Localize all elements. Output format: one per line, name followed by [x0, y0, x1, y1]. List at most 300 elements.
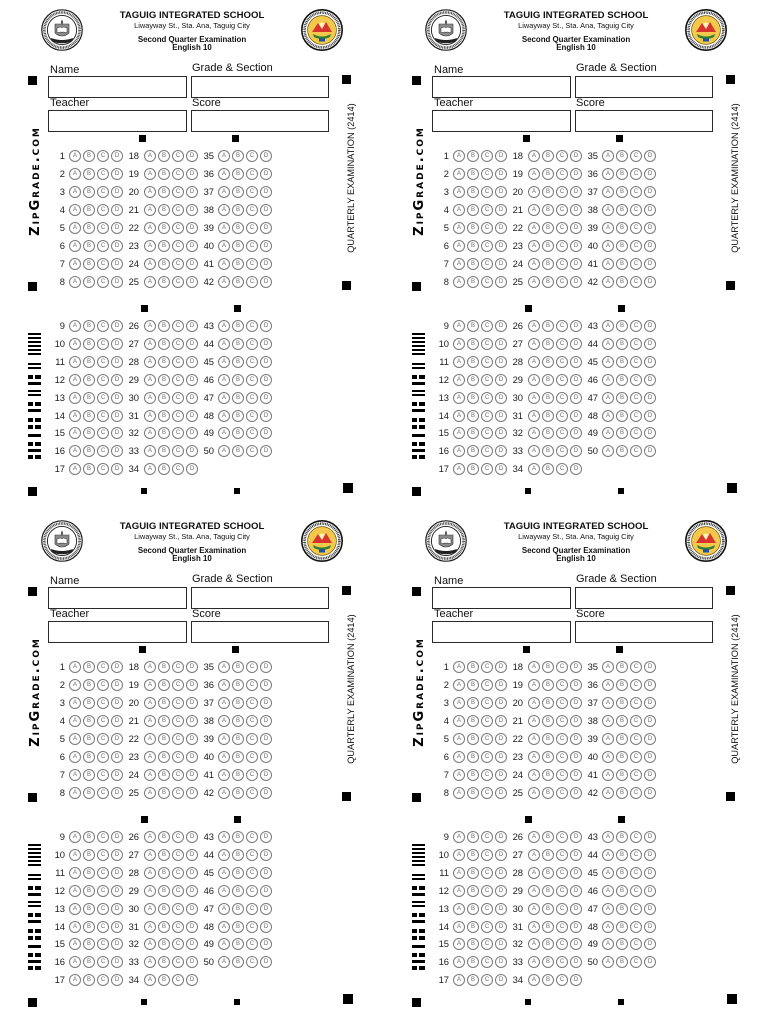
answer-bubble: C — [556, 356, 568, 368]
answer-bubble: D — [570, 427, 582, 439]
answer-bubble: D — [570, 831, 582, 843]
question-number: 25 — [128, 276, 139, 287]
question-number: 16 — [54, 445, 65, 457]
answer-bubble: B — [232, 661, 244, 673]
answer-bubble: A — [528, 715, 540, 727]
barcode-bar — [412, 936, 417, 940]
answer-bubble: D — [644, 150, 656, 162]
answer-bubble: C — [246, 240, 258, 252]
answer-bubble: B — [616, 679, 628, 691]
answer-bubble: A — [218, 903, 230, 915]
answer-bubble: A — [218, 258, 230, 270]
answer-bubble: A — [453, 974, 465, 986]
answer-bubble: C — [556, 733, 568, 745]
answer-bubble: D — [644, 715, 656, 727]
answer-bubble: C — [172, 410, 184, 422]
question-number: 12 — [438, 373, 449, 385]
answer-bubble: C — [556, 186, 568, 198]
answer-bubble: C — [630, 661, 642, 673]
answer-bubble: B — [158, 374, 170, 386]
exam-title: Second Quarter Examination — [137, 546, 247, 555]
question-number: 1 — [59, 661, 65, 672]
question-number: 25 — [512, 276, 523, 287]
answer-bubble: C — [97, 320, 109, 332]
answer-bubble: D — [644, 697, 656, 709]
answer-bubble: C — [630, 903, 642, 915]
zipgrade-brand: ZipGrade.com — [412, 126, 427, 236]
barcode-bar — [412, 375, 417, 379]
answer-bubble: A — [602, 338, 614, 350]
question-number: 41 — [587, 769, 598, 780]
answer-bubble: B — [467, 733, 479, 745]
answer-bubble: B — [158, 787, 170, 799]
answer-bubble: C — [246, 338, 258, 350]
answer-bubble: C — [556, 222, 568, 234]
question-number: 30 — [512, 391, 523, 403]
answer-bubble: C — [246, 849, 258, 861]
answer-bubble: B — [232, 679, 244, 691]
answer-bubble: B — [232, 204, 244, 216]
barcode-bar — [419, 425, 425, 429]
question-number: 22 — [128, 222, 139, 233]
answer-bubble: C — [481, 733, 493, 745]
answer-bubble: B — [232, 392, 244, 404]
answer-bubble: C — [246, 392, 258, 404]
answer-bubble: D — [260, 661, 272, 673]
answer-bubble: A — [69, 392, 81, 404]
answer-bubble: C — [630, 956, 642, 968]
question-number: 40 — [203, 751, 214, 762]
answer-bubble: C — [481, 974, 493, 986]
answer-bubble: B — [467, 150, 479, 162]
answer-bubble: D — [111, 168, 123, 180]
answer-bubble: C — [246, 410, 258, 422]
answer-bubble: B — [542, 697, 554, 709]
answer-bubble: B — [158, 938, 170, 950]
answer-bubble: D — [260, 168, 272, 180]
answer-bubble: A — [69, 974, 81, 986]
zipgrade-brand: ZipGrade.com — [412, 637, 427, 747]
answer-bubble: A — [602, 938, 614, 950]
answer-bubble: B — [542, 222, 554, 234]
answer-bubble: B — [83, 204, 95, 216]
answer-bubble: B — [83, 168, 95, 180]
answer-bubble: A — [528, 410, 540, 422]
answer-bubble: C — [481, 679, 493, 691]
answer-bubble: B — [158, 186, 170, 198]
barcode-bar — [35, 455, 41, 459]
answer-bubble: A — [528, 769, 540, 781]
answer-bubble: D — [111, 240, 123, 252]
answer-bubble: A — [453, 956, 465, 968]
answer-bubble: A — [144, 679, 156, 691]
answer-bubble: C — [630, 697, 642, 709]
answer-bubble: A — [528, 661, 540, 673]
answer-bubble: D — [260, 921, 272, 933]
answer-bubble: A — [218, 831, 230, 843]
answer-bubble: A — [69, 938, 81, 950]
question-number: 17 — [54, 974, 65, 986]
answer-bubble: A — [218, 445, 230, 457]
answer-bubble: A — [528, 885, 540, 897]
question-number: 36 — [203, 679, 214, 690]
question-number: 5 — [59, 222, 65, 233]
answer-bubble: D — [186, 168, 198, 180]
answer-bubble: C — [246, 903, 258, 915]
answer-bubble: C — [481, 831, 493, 843]
answer-bubble: C — [556, 168, 568, 180]
question-number: 11 — [439, 866, 449, 878]
answer-bubble: A — [69, 715, 81, 727]
answer-bubble: B — [616, 921, 628, 933]
answer-bubble: C — [97, 276, 109, 288]
answer-bubble: D — [495, 204, 507, 216]
question-number: 10 — [438, 337, 449, 349]
teacher-label: Teacher — [434, 608, 474, 620]
barcode-bar — [28, 913, 33, 917]
answer-bubble: C — [481, 427, 493, 439]
barcode-bar — [35, 953, 41, 957]
question-number: 37 — [587, 186, 598, 197]
answer-bubble: C — [481, 392, 493, 404]
answer-sheet-top-left — [0, 0, 384, 512]
barcode-bar — [412, 844, 425, 846]
answer-bubble: C — [172, 374, 184, 386]
answer-bubble: D — [186, 921, 198, 933]
answer-bubble: B — [158, 679, 170, 691]
answer-bubble: B — [467, 186, 479, 198]
answer-bubble: D — [644, 867, 656, 879]
answer-bubble: C — [97, 849, 109, 861]
barcode-bar — [412, 337, 425, 339]
barcode-bar — [28, 402, 33, 406]
question-number: 47 — [587, 902, 598, 914]
answer-bubble: D — [260, 186, 272, 198]
question-number: 18 — [512, 150, 523, 161]
barcode-bar — [28, 893, 41, 896]
answer-bubble: C — [556, 751, 568, 763]
answer-bubble: C — [630, 921, 642, 933]
question-number: 41 — [203, 258, 214, 269]
answer-bubble: B — [616, 222, 628, 234]
answer-bubble: B — [542, 338, 554, 350]
answer-bubble: B — [158, 831, 170, 843]
answer-bubble: D — [260, 204, 272, 216]
answer-bubble: A — [453, 867, 465, 879]
question-number: 25 — [128, 787, 139, 798]
answer-bubble: D — [186, 831, 198, 843]
answer-bubble: A — [144, 733, 156, 745]
zipgrade-brand: ZipGrade.com — [28, 637, 43, 747]
barcode-bar — [28, 353, 41, 355]
answer-bubble: A — [218, 769, 230, 781]
answer-bubble: D — [570, 150, 582, 162]
answer-bubble: A — [453, 410, 465, 422]
answer-bubble: A — [144, 956, 156, 968]
answer-bubble: B — [542, 258, 554, 270]
answer-bubble: D — [570, 751, 582, 763]
answer-bubble: D — [570, 733, 582, 745]
answer-bubble: B — [467, 240, 479, 252]
question-number: 43 — [203, 831, 214, 842]
answer-bubble: D — [495, 956, 507, 968]
question-number: 11 — [55, 866, 65, 878]
answer-bubble: D — [260, 697, 272, 709]
answer-bubble: C — [481, 338, 493, 350]
answer-bubble: B — [542, 410, 554, 422]
answer-bubble: C — [481, 356, 493, 368]
answer-bubble: C — [630, 276, 642, 288]
answer-bubble: D — [570, 463, 582, 475]
barcode-bar — [412, 363, 425, 365]
answer-bubble: A — [453, 276, 465, 288]
answer-bubble: A — [144, 867, 156, 879]
answer-bubble: C — [97, 956, 109, 968]
answer-bubble: C — [97, 338, 109, 350]
answer-bubble: D — [186, 769, 198, 781]
answer-bubble: B — [467, 974, 479, 986]
answer-bubble: C — [630, 679, 642, 691]
answer-bubble: A — [69, 921, 81, 933]
answer-bubble: B — [616, 733, 628, 745]
answer-bubble: B — [83, 787, 95, 799]
answer-bubble: C — [481, 445, 493, 457]
answer-bubble: C — [172, 186, 184, 198]
answer-bubble: C — [556, 849, 568, 861]
question-number: 15 — [54, 427, 65, 439]
barcode-bar — [28, 390, 41, 392]
answer-bubble: B — [616, 697, 628, 709]
answer-bubble: B — [83, 697, 95, 709]
barcode-bar — [412, 905, 425, 907]
question-number: 35 — [203, 150, 214, 161]
school-name: TAGUIG INTEGRATED SCHOOL — [119, 10, 265, 21]
answer-bubble: D — [111, 885, 123, 897]
answer-bubble: A — [144, 921, 156, 933]
answer-bubble: D — [111, 427, 123, 439]
barcode-bar — [412, 449, 425, 452]
question-number: 6 — [59, 751, 65, 762]
answer-bubble: A — [144, 787, 156, 799]
answer-bubble: D — [111, 374, 123, 386]
answer-bubble: A — [528, 831, 540, 843]
answer-bubble: C — [172, 150, 184, 162]
answer-bubble: A — [602, 885, 614, 897]
answer-bubble: A — [528, 392, 540, 404]
barcode-bar — [412, 353, 425, 355]
answer-bubble: C — [97, 733, 109, 745]
answer-bubble: A — [144, 974, 156, 986]
barcode-bar — [28, 449, 41, 452]
answer-bubble: B — [467, 697, 479, 709]
answer-bubble: D — [260, 258, 272, 270]
answer-bubble: C — [556, 338, 568, 350]
answer-bubble: C — [556, 204, 568, 216]
barcode-bar — [412, 856, 425, 858]
barcode-bar — [412, 367, 425, 369]
barcode-bar — [28, 434, 41, 437]
answer-bubble: C — [630, 733, 642, 745]
answer-bubble: D — [111, 697, 123, 709]
answer-bubble: D — [111, 751, 123, 763]
answer-bubble: B — [467, 715, 479, 727]
answer-bubble: C — [172, 831, 184, 843]
answer-bubble: D — [570, 204, 582, 216]
question-number: 24 — [128, 769, 139, 780]
answer-bubble: C — [172, 445, 184, 457]
answer-bubble: B — [616, 751, 628, 763]
question-number: 39 — [587, 222, 598, 233]
question-number: 30 — [128, 902, 139, 914]
question-number: 50 — [203, 956, 214, 968]
answer-bubble: B — [616, 240, 628, 252]
answer-bubble: C — [246, 427, 258, 439]
question-number: 38 — [587, 715, 598, 726]
answer-bubble: D — [260, 903, 272, 915]
answer-bubble: C — [246, 831, 258, 843]
answer-bubble: D — [495, 258, 507, 270]
answer-bubble: C — [556, 697, 568, 709]
answer-bubble: D — [186, 240, 198, 252]
answer-bubble: A — [144, 204, 156, 216]
answer-bubble: A — [453, 733, 465, 745]
answer-bubble: A — [528, 751, 540, 763]
answer-bubble: A — [144, 258, 156, 270]
barcode-bar — [419, 418, 425, 422]
barcode-bar — [412, 966, 417, 970]
question-number: 20 — [128, 697, 139, 708]
answer-bubble: D — [570, 679, 582, 691]
barcode-bar — [412, 390, 425, 392]
answer-bubble: B — [542, 974, 554, 986]
answer-bubble: A — [602, 679, 614, 691]
answer-bubble: A — [69, 222, 81, 234]
question-number: 9 — [59, 320, 65, 331]
answer-bubble: A — [69, 867, 81, 879]
answer-bubble: D — [570, 258, 582, 270]
answer-bubble: B — [158, 338, 170, 350]
answer-bubble: C — [172, 258, 184, 270]
question-number: 33 — [512, 956, 523, 968]
answer-bubble: D — [260, 679, 272, 691]
exam-title: Second Quarter Examination — [137, 35, 247, 44]
answer-bubble: C — [556, 240, 568, 252]
answer-bubble: A — [218, 661, 230, 673]
answer-bubble: C — [481, 921, 493, 933]
answer-bubble: C — [630, 831, 642, 843]
answer-bubble: C — [172, 787, 184, 799]
answer-bubble: A — [69, 374, 81, 386]
answer-bubble: D — [495, 356, 507, 368]
answer-bubble: C — [481, 186, 493, 198]
answer-bubble: C — [481, 867, 493, 879]
question-number: 1 — [443, 661, 449, 672]
question-number: 9 — [59, 831, 65, 842]
barcode-bar — [412, 425, 417, 429]
barcode-bar — [35, 442, 41, 446]
answer-bubble: A — [453, 661, 465, 673]
answer-bubble: D — [186, 258, 198, 270]
barcode-bar — [28, 901, 41, 903]
school-name: TAGUIG INTEGRATED SCHOOL — [119, 521, 265, 532]
answer-bubble: A — [528, 356, 540, 368]
answer-bubble: C — [246, 661, 258, 673]
barcode-bar — [28, 382, 41, 385]
answer-bubble: A — [69, 258, 81, 270]
barcode-bar — [28, 844, 41, 846]
answer-bubble: B — [616, 849, 628, 861]
answer-bubble: D — [570, 356, 582, 368]
answer-bubble: B — [467, 831, 479, 843]
answer-bubble: A — [528, 204, 540, 216]
answer-bubble: B — [542, 276, 554, 288]
answer-bubble: C — [172, 427, 184, 439]
answer-bubble: D — [260, 956, 272, 968]
answer-bubble: B — [616, 168, 628, 180]
barcode-bar — [412, 860, 425, 862]
question-number: 9 — [443, 831, 449, 842]
answer-bubble: B — [83, 751, 95, 763]
answer-bubble: A — [453, 150, 465, 162]
question-number: 21 — [512, 204, 523, 215]
answer-bubble: D — [111, 204, 123, 216]
answer-bubble: A — [453, 921, 465, 933]
answer-bubble: B — [616, 427, 628, 439]
answer-bubble: A — [602, 445, 614, 457]
answer-bubble: D — [495, 410, 507, 422]
question-number: 10 — [438, 848, 449, 860]
answer-bubble: C — [172, 769, 184, 781]
barcode-bar — [28, 418, 33, 422]
answer-bubble: A — [218, 168, 230, 180]
answer-bubble: D — [111, 320, 123, 332]
answer-bubble: C — [97, 974, 109, 986]
answer-bubble: B — [232, 168, 244, 180]
answer-bubble: C — [172, 338, 184, 350]
answer-bubble: B — [158, 974, 170, 986]
question-number: 19 — [128, 168, 139, 179]
answer-bubble: C — [97, 445, 109, 457]
answer-bubble: B — [158, 867, 170, 879]
question-number: 23 — [512, 240, 523, 251]
answer-bubble: D — [570, 661, 582, 673]
question-number: 39 — [203, 222, 214, 233]
answer-bubble: B — [83, 938, 95, 950]
answer-bubble: D — [186, 715, 198, 727]
answer-bubble: A — [453, 903, 465, 915]
answer-bubble: A — [602, 733, 614, 745]
answer-bubble: C — [556, 150, 568, 162]
answer-bubble: B — [542, 445, 554, 457]
answer-bubble: B — [467, 222, 479, 234]
answer-bubble: B — [467, 769, 479, 781]
answer-bubble: D — [495, 463, 507, 475]
answer-bubble: D — [186, 204, 198, 216]
answer-bubble: C — [97, 222, 109, 234]
answer-bubble: B — [616, 258, 628, 270]
answer-bubble: D — [260, 356, 272, 368]
barcode-bar — [28, 966, 33, 970]
name-label: Name — [434, 575, 464, 587]
answer-bubble: D — [260, 222, 272, 234]
answer-bubble: D — [111, 150, 123, 162]
answer-bubble: A — [453, 885, 465, 897]
answer-bubble: B — [467, 787, 479, 799]
question-number: 16 — [438, 956, 449, 968]
answer-bubble: C — [556, 974, 568, 986]
answer-bubble: D — [644, 356, 656, 368]
score-label: Score — [576, 608, 605, 620]
